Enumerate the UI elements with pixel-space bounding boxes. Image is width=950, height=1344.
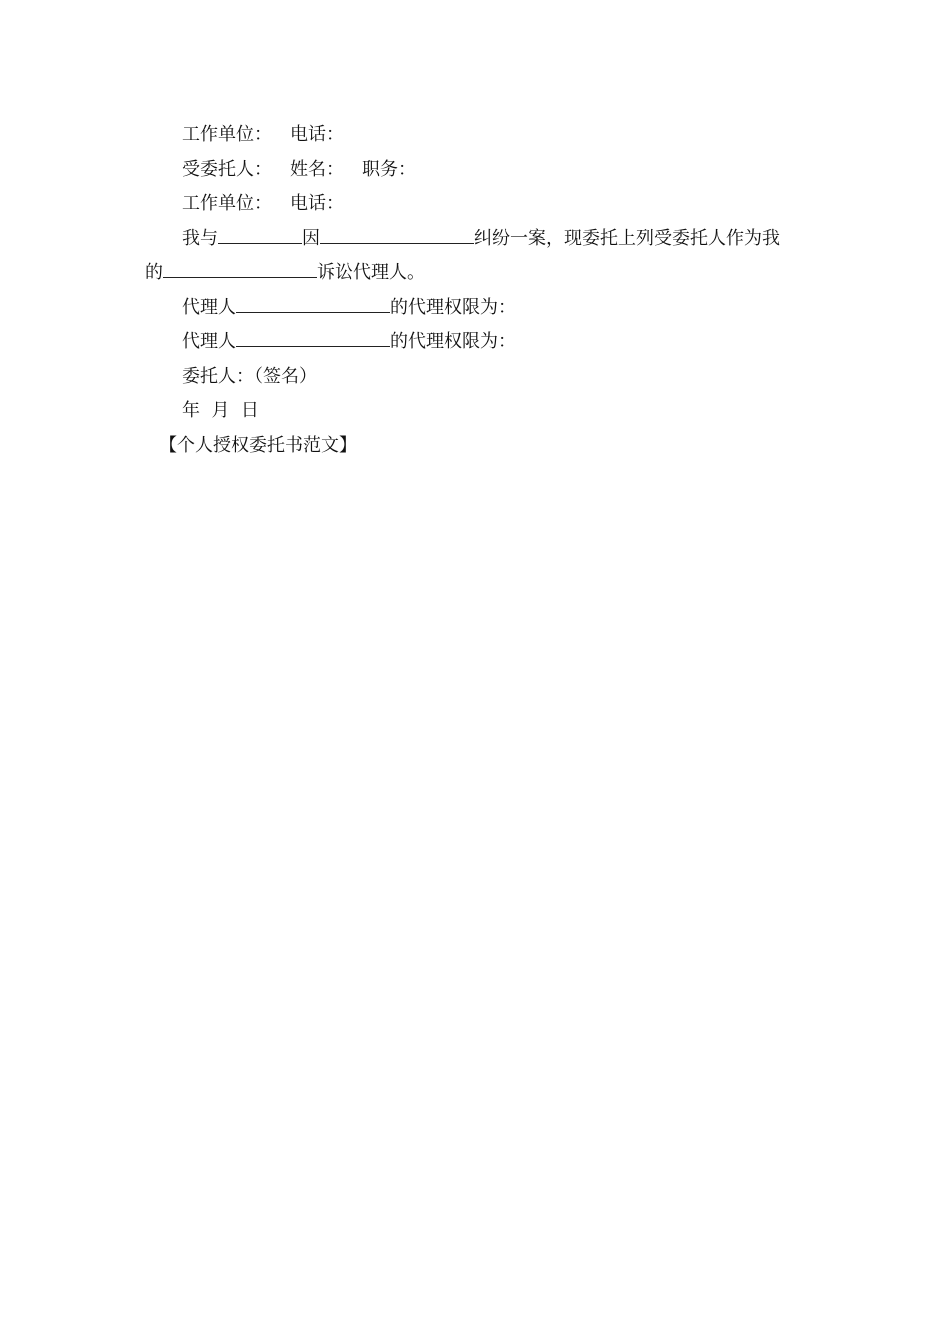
case-text-2: 因 <box>302 227 320 249</box>
agent-prefix-1: 代理人 <box>182 296 236 318</box>
case-text-5: 诉讼代理人。 <box>317 262 425 283</box>
phone-label: 电话： <box>290 124 344 145</box>
employer-phone-line-2 <box>145 187 815 222</box>
agent-suffix-1: 的代理权限为： <box>390 296 516 318</box>
employer-label-2: 工作单位： <box>182 193 272 214</box>
phone-label-2: 电话： <box>290 193 344 214</box>
party-blank <box>218 226 302 244</box>
section-heading-text: 【个人授权委托书范文】 <box>159 434 357 456</box>
instance-blank <box>163 260 317 278</box>
document-body <box>145 118 815 463</box>
date-label: 年 月 日 <box>182 400 259 421</box>
case-text-4: 的 <box>145 262 163 283</box>
agent-name-blank-1 <box>236 295 390 313</box>
position-label: 职务： <box>362 158 416 180</box>
signature-label: 委托人：（签名） <box>182 365 317 387</box>
case-text-1: 我与 <box>182 227 218 249</box>
employer-label: 工作单位： <box>182 124 272 145</box>
signature-line <box>145 360 815 395</box>
case-paragraph-line-2 <box>145 256 815 291</box>
agent-authority-line-1 <box>145 291 815 326</box>
agent-prefix-2: 代理人 <box>182 331 236 352</box>
employer-phone-line <box>145 118 815 153</box>
agent-suffix-2: 的代理权限为： <box>390 331 516 352</box>
section-heading <box>145 429 815 464</box>
agent-name-blank-2 <box>236 329 390 347</box>
name-label: 姓名： <box>290 158 344 180</box>
case-text-3: 纠纷一案，现委托上列受委托人作为我 <box>474 227 780 249</box>
trustee-label: 受委托人： <box>182 158 272 180</box>
case-paragraph-line-1 <box>145 222 815 257</box>
agent-authority-line-2 <box>145 325 815 360</box>
trustee-line <box>145 153 815 188</box>
dispute-blank <box>320 226 474 244</box>
date-line <box>145 394 815 429</box>
